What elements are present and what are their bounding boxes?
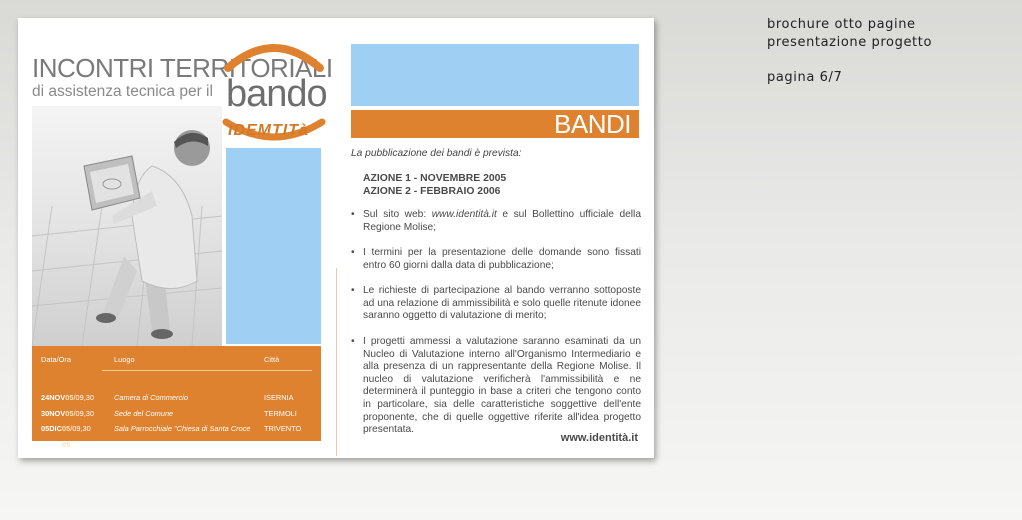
bandi-section-bar bbox=[351, 110, 639, 138]
caption-page-number: pagina 6/7 bbox=[767, 70, 843, 85]
table-row bbox=[32, 393, 321, 409]
row-place: Centro Sociale Caritas bbox=[114, 439, 188, 449]
schedule-header-row bbox=[32, 355, 321, 365]
row-place: Camera di Commercio bbox=[114, 393, 188, 402]
header-data-ora: Data/Ora bbox=[41, 355, 71, 364]
man-with-laptop-photo bbox=[32, 106, 222, 346]
intro-text: La pubblicazione dei bandi è prevista: bbox=[351, 148, 522, 159]
row-place: Sede del Comune bbox=[114, 408, 174, 418]
schedule-table bbox=[32, 346, 321, 449]
header-citta: Città bbox=[264, 355, 280, 364]
row-city: TERMOLI bbox=[264, 408, 297, 418]
bando-word: bando bbox=[226, 73, 327, 115]
table-row bbox=[32, 440, 321, 456]
row-city: VENAFRO bbox=[264, 439, 300, 449]
table-row bbox=[32, 409, 321, 425]
side-caption bbox=[767, 16, 932, 87]
bullet-dot-icon: • bbox=[351, 247, 355, 258]
bullet-dot-icon: • bbox=[351, 285, 355, 296]
row-city: ISERNIA bbox=[264, 393, 294, 402]
row-date: 24NOV05/09,30 bbox=[41, 393, 95, 402]
bandi-heading: BANDI bbox=[554, 109, 631, 139]
row-place: Sala Parrocchiale "Chiesa di Santa Croce bbox=[114, 424, 251, 433]
row-date: 05DIC05/09,30 bbox=[41, 424, 91, 433]
title-incontri-territoriali: INCONTRI TERRITORIALI bbox=[32, 53, 333, 83]
table-row bbox=[32, 424, 321, 440]
blue-color-block bbox=[226, 148, 321, 344]
photo-illustration bbox=[32, 106, 222, 346]
azione-1: AZIONE 1 - NOVEMBRE 2005 bbox=[363, 173, 507, 184]
bullet-dot-icon: • bbox=[351, 209, 355, 220]
row-city: TRIVENTO bbox=[264, 424, 302, 433]
footer-website: www.identità.it bbox=[560, 432, 638, 444]
caption-line-2: presentazione progetto bbox=[767, 35, 933, 50]
row-date: 30NOV05/09,30 bbox=[41, 408, 95, 418]
identita-logo: IDEMTITà bbox=[228, 122, 309, 139]
title-subline: di assistenza tecnica per il bbox=[32, 83, 213, 100]
azione-dates bbox=[363, 172, 506, 198]
azione-2: AZIONE 2 - FEBBRAIO 2006 bbox=[363, 186, 501, 197]
caption-line-1: brochure otto pagine bbox=[767, 17, 916, 32]
row-date: 07DIC05/09,30 bbox=[41, 439, 91, 449]
bullet-dot-icon: • bbox=[351, 336, 355, 347]
page-divider bbox=[336, 268, 337, 456]
blue-banner bbox=[351, 44, 639, 106]
header-luogo: Luogo bbox=[114, 355, 135, 364]
schedule-divider bbox=[102, 370, 312, 371]
brochure-spread: INCONTRI TERRITORIALI di assistenza tecnica per il bando IDEMTITà Data/Ora Luogo Città 24NOV05/09,30 Camera di Commercio ISERNIA 30NOV05/09,30 Sede del Comune TERMOLI 05DIC05/09,30 Sala Parrocchiale "Chiesa di Santa Croce TRIVENTO 07DIC05/09,30 Centro Sociale Caritas VENAFRO BANDI La pubblicazione dei bandi è prevista: AZIONE 1 - NOVEMBRE 2005 AZIONE 2 - FEBBRAIO 2006 • Sul sito web: www.identità.it e sul Bollettino ufficiale della Regione Molise; • I termini per la presentazione delle domande sono fissati entro 60 giorni dalla data di pubblicazione; • Le richieste di partecipazione al bando verranno sottoposte ad una relazione di ammissibilità e solo quelle ritenute idonee saranno oggetto di valutazione di merito; • I progetti ammessi a valutazione saranno esaminati da un Nucleo di Valutazione interno all'Organismo Intermediario e alla presenza di un rappresentante della Regione Molise. Il nucleo di valutazione verificherà l'ammissibilità e ne determinerà il punteggio in base a criteri che tengono conto in particolare, sia delle caratteristiche soggettive dell'ente proponente, che di quelle oggettive riferite all'idea progetto presentata. www.identità.it bbox=[18, 18, 654, 458]
